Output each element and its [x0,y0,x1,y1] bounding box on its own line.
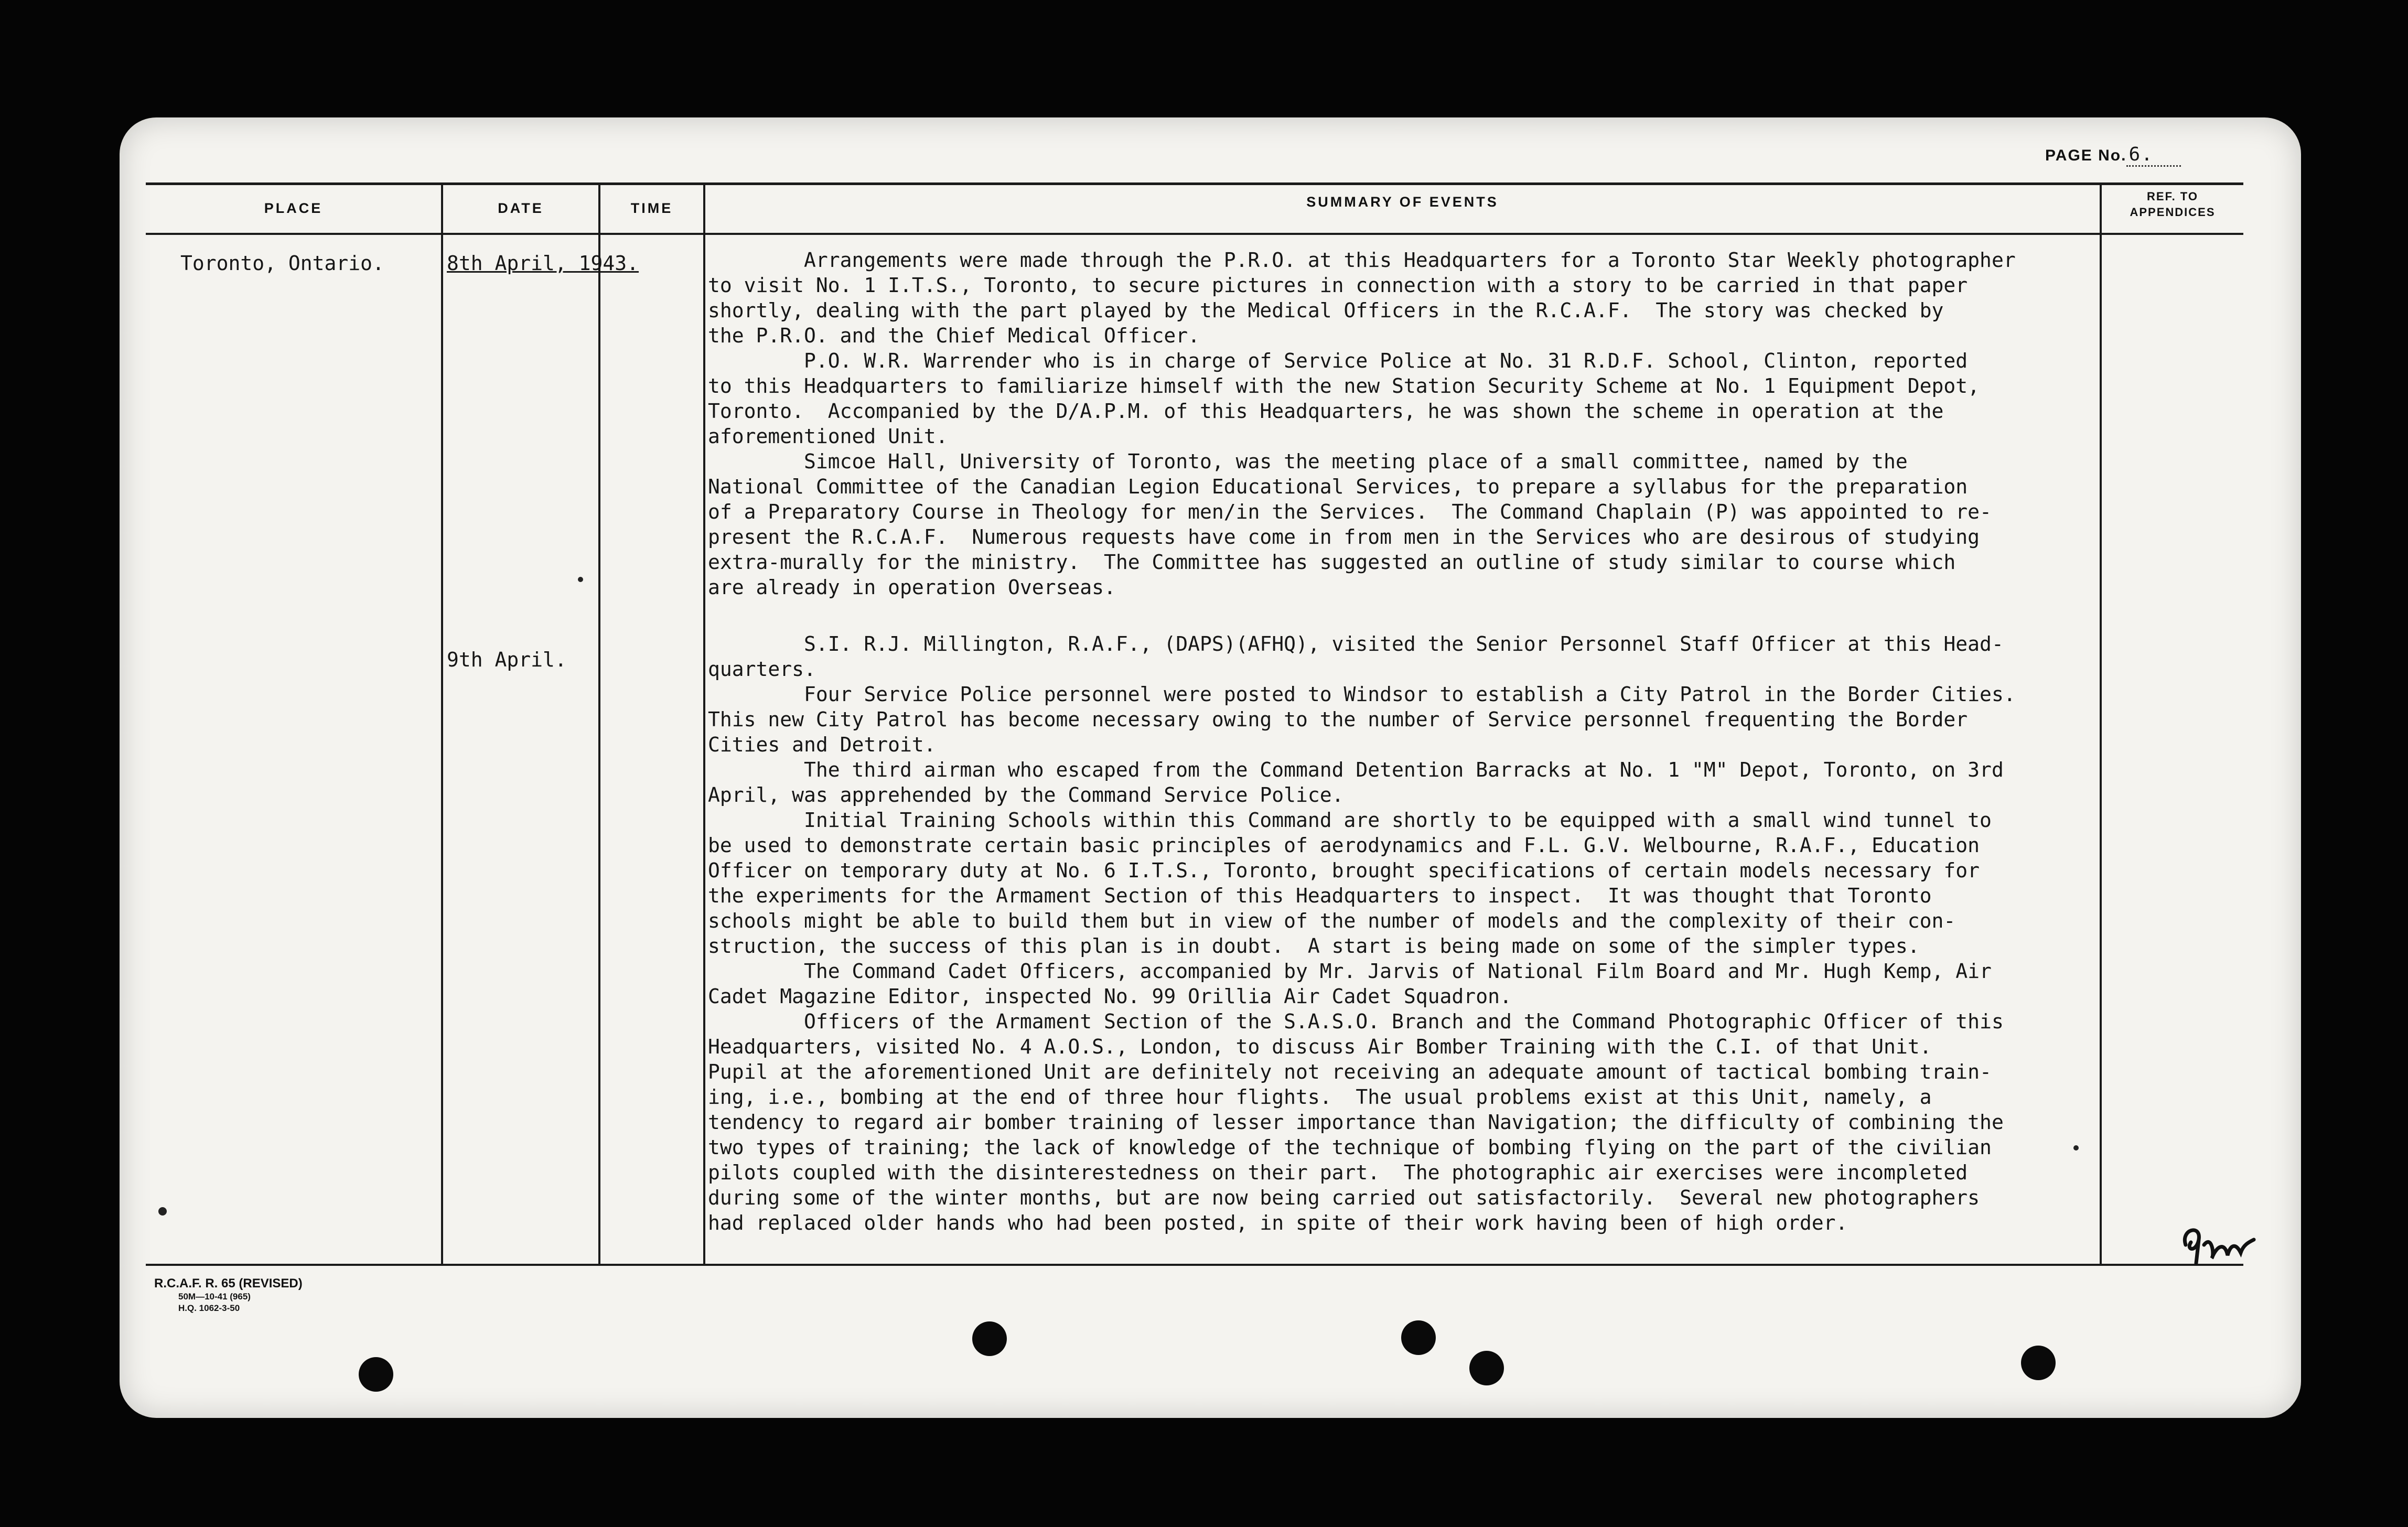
date-cell-1: 8th April, 1943. [447,252,639,275]
column-header-place: PLACE [264,200,323,216]
speck [158,1207,167,1216]
page-number: 6. [2126,144,2181,167]
page-number-label [2045,144,2181,167]
page-label: PAGE No. [2045,147,2127,164]
form-print-line: 50M—10-41 (965) [178,1292,251,1302]
entry-escaped-airman: The third airman who escaped from the Command Detention Barracks at No. 1 "M" Depot, Toronto, on 3rd April, was apprehended by the Command Service Police. [708,758,2004,806]
entry-simcoe-hall-committee: Simcoe Hall, University of Toronto, was the meeting place of a small committee, named by the National Committee of the Canadian Legion Educational Services, to prepare a syllabus for the preparation of a Preparatory Course in Theology for men/in the Services. The Command Chaplain (P) was appointed to re- present the R.C.A.F. Numerous requests have come in from men in the Services who are desirous of studying extra-murally for the ministry. The Committee has suggested an outline of study similar to course which are already in operation Overseas. [708,450,1992,599]
entry-millington-visit: S.I. R.J. Millington, R.A.F., (DAPS)(AFHQ), visited the Senior Personnel Staff Officer at this Head- quarters. [708,632,2004,681]
speck [578,577,583,582]
form-footer [154,1276,303,1314]
diary-form-sheet [120,117,2301,1418]
time-summary-divider [703,182,705,1266]
column-header-time: TIME [630,200,673,216]
form-title: R.C.A.F. R. 65 (REVISED) [154,1276,303,1291]
entry-wind-tunnel: Initial Training Schools within this Command are shortly to be equipped with a small wind tunnel to be used to demonstrate certain basic principles of aerodynamics and F.L. G.V. Welbourne, R.A.F., Education Officer on temporary duty at No. 6 I.T.S., Toronto, brought specifications of certain models necessary for the experiments for the Armament Section of this Headquarters to inspect. It was thought that Toronto schools might be able to build them but in view of the number of models and the complexity of their con- struction, the success of this plan is in doubt. A start is being made on some of the simpler types. [708,809,1992,958]
punch-hole [1401,1320,1436,1355]
column-header-date: DATE [498,200,544,216]
header-top-rule [146,182,2243,185]
date-cell-2: 9th April. [447,648,567,671]
punch-hole [1469,1351,1504,1385]
place-date-divider [441,182,443,1266]
place-cell: Toronto, Ontario. [180,252,384,275]
entry-star-weekly-photographer: Arrangements were made through the P.R.O. at this Headquarters for a Toronto Star Weekly photographer to visit No. 1 I.T.S., Toronto, to secure pictures in connection with a story to be carried in that paper shortly, dealing with the part played by the Medical Officers in the R.C.A.F. The story was checked by the P.R.O. and the Chief Medical Officer. [708,249,2016,347]
date-time-divider [598,182,600,1266]
table-bottom-rule [146,1264,2243,1266]
entry-windsor-city-patrol: Four Service Police personnel were posted to Windsor to establish a City Patrol in the Border Cities. This new City Patrol has become necessary owing to the number of Service personnel frequenting the Border Cities and Detroit. [708,683,2016,756]
punch-hole [359,1357,393,1392]
column-header-ref: REF. TO APPENDICES [2130,190,2216,219]
entry-air-bomber-training: Officers of the Armament Section of the S.A.S.O. Branch and the Command Photographic Officer of this Headquarters, visited No. 4 A.O.S., London, to discuss Air Bomber Training with the C.I. of that Unit. Pupil at the aforementioned Unit are definitely not receiving an adequate amount of tactical bombing train- ing, i.e., bombing at the end of three hour flights. The usual problems exist at this Unit, namely, a tendency to regard air bomber training of lesser importance than Navigation; the difficulty of combining the two types of training; the lack of knowledge of the technique of bombing flying on the part of the civilian pilots coupled with the disinterestedness on their part. The photographic air exercises were incompleted during some of the winter months, but are now being carried out satisfactorily. Several new photographers had replaced older hands who had been posted, in spite of their work having been of high order. [708,1010,2004,1234]
punch-hole [2021,1346,2056,1380]
handwritten-initials [2175,1213,2259,1271]
entry-warrender-security: P.O. W.R. Warrender who is in charge of Service Police at No. 31 R.D.F. School, Clinton, reported to this Headquarters to familiarize himself with the new Station Security Scheme at No. 1 Equipment Depot, Toronto. Accompanied by the D/A.P.M. of this Headquarters, he was shown the scheme in operation at the aforementioned Unit. [708,349,1980,448]
column-header-summary: SUMMARY OF EVENTS [1306,194,1499,210]
speck [2073,1145,2079,1150]
header-bottom-rule [146,233,2243,235]
punch-hole [972,1321,1007,1356]
form-hq-line: H.Q. 1062-3-50 [178,1303,240,1313]
entry-cadet-officers: The Command Cadet Officers, accompanied by Mr. Jarvis of National Film Board and Mr. Hugh Kemp, Air Cadet Magazine Editor, inspected No. 99 Orillia Air Cadet Squadron. [708,960,1992,1008]
